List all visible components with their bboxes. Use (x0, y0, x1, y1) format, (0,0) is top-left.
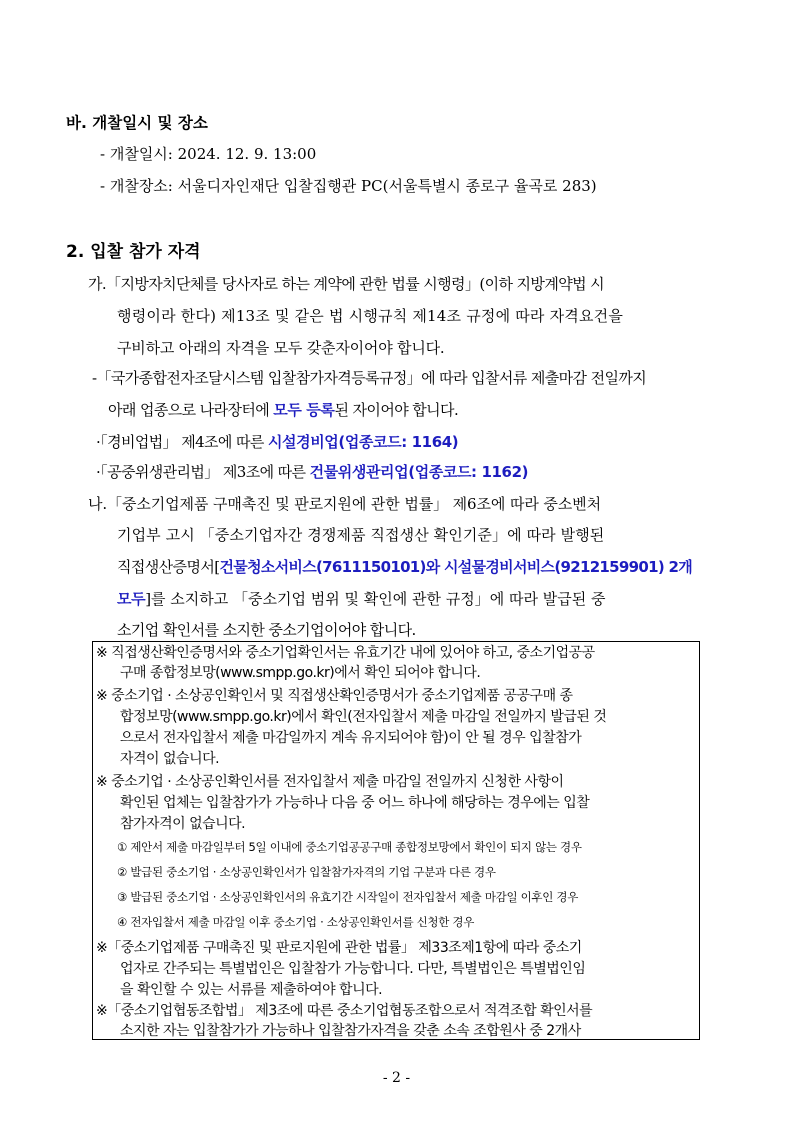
bullet-sanitation-text: ·「공중위생관리법」 제3조에 따른 (96, 463, 310, 481)
page-number: - 2 - (382, 1070, 411, 1086)
note-3-line-1: ※ 중소기업 · 소상공인확인서를 전자입찰서 제출 마감일 전일까지 신청한 사항이 (96, 774, 564, 790)
section-2-heading: 2. 입찰 참가 자격 (66, 242, 201, 262)
sub-item-3: ③ 발급된 중소기업 · 소상공인확인서의 유효기간 시작일이 전자입찰서 제출 마감일 이후인 경우 (117, 890, 579, 904)
note-4-line-2: 업자로 간주되는 특별법인은 입찰참가 가능합니다. 다만, 특별법인은 특별법인임 (120, 961, 586, 977)
note-3-line-3: 참가자격이 없습니다. (120, 816, 246, 832)
opening-date: - 개찰일시: 2024. 12. 9. 13:00 (100, 145, 317, 163)
na-line-4 (117, 589, 605, 609)
facility-security-code: 시설경비업(업종코드: 1164) (267, 433, 459, 451)
sub-item-2: ② 발급된 중소기업 · 소상공인확인서가 입찰참가자격의 기업 구분과 다른 경우 (117, 865, 496, 879)
note-1-line-1: ※ 직접생산확인증명서와 중소기업확인서는 유효기간 내에 있어야 하고, 중소기업공공 (96, 645, 595, 661)
sub-item-1: ① 제안서 제출 마감일부터 5일 이내에 중소기업공공구매 종합정보망에서 확인이 되지 않는 경우 (117, 840, 582, 854)
building-sanitation-code: 건물위생관리업(업종코드: 1162) (309, 463, 529, 481)
note-4-line-1: ※「중소기업제품 구매촉진 및 판로지원에 관한 법률」 제33조제1항에 따라 중소기 (96, 940, 582, 956)
na-line-1: 나.「중소기업제품 구매촉진 및 판로지원에 관한 법률」 제6조에 따라 중소벤처 (88, 495, 601, 513)
na-line-3 (117, 557, 692, 577)
ga-line-3: 구비하고 아래의 자격을 모두 갖춘자이어야 합니다. (117, 339, 445, 357)
bullet-security-text: ·「경비업법」 제4조에 따른 (96, 433, 268, 451)
all-emphasis: 모두 (117, 590, 146, 608)
note-4-line-3: 을 확인할 수 있는 서류를 제출하여야 합니다. (120, 982, 383, 998)
na-line-4-text: ]를 소지하고 「중소기업 범위 및 확인에 관한 규정」에 따라 발급된 중 (145, 590, 606, 608)
opening-place: - 개찰장소: 서울디자인재단 입찰집행관 PC(서울특별시 종로구 율곡로 283) (100, 177, 597, 195)
note-1-line-2: 구매 종합정보망(www.smpp.go.kr)에서 확인 되어야 합니다. (120, 665, 481, 681)
bullet-sanitation (96, 462, 528, 482)
ga-line-2: 행령이라 한다) 제13조 및 같은 법 시행규칙 제14조 규정에 따라 자격요건을 (117, 307, 624, 325)
direct-production-services: 건물청소서비스(7611150101)와 시설물경비서비스(9212159901) 2개 (219, 558, 693, 576)
note-3-line-2: 확인된 업체는 입찰참가가 가능하나 다음 중 어느 하나에 해당하는 경우에는 입찰 (120, 795, 590, 811)
dash-line-1: -「국가종합전자조달시스템 입찰참가자격등록규정」에 따라 입찰서류 제출마감 전일까지 (92, 369, 647, 387)
ga-line-1: 가.「지방자치단체를 당사자로 하는 계약에 관한 법률 시행령」(이하 지방계약법 시 (88, 275, 605, 293)
section-ba-heading: 바. 개찰일시 및 장소 (66, 114, 208, 132)
note-5-line-1: ※「중소기업협동조합법」 제3조에 따른 중소기업협동조합으로서 적격조합 확인서를 (96, 1003, 593, 1019)
na-line-5: 소기업 확인서를 소지한 중소기업이어야 합니다. (117, 621, 416, 639)
bullet-security (96, 432, 458, 452)
notes-box (92, 641, 700, 1040)
note-2-line-2: 합정보망(www.smpp.go.kr)에서 확인(전자입찰서 제출 마감일 전일까지 발급된 것 (120, 709, 607, 725)
na-line-2: 기업부 고시 「중소기업자간 경쟁제품 직접생산 확인기준」에 따라 발행된 (117, 526, 605, 544)
dash-line-2 (108, 400, 458, 420)
note-2-line-3: 으로서 전자입찰서 제출 마감일까지 계속 유지되어야 함)이 안 될 경우 입찰참가 (120, 730, 582, 746)
na-line-3-text: 직접생산증명서[ (117, 558, 220, 576)
note-5-line-2: 소지한 자는 입찰참가가 가능하나 입찰참가자격을 갖춘 소속 조합원사 중 2개사 (120, 1023, 581, 1039)
note-2-line-4: 자격이 없습니다. (120, 751, 220, 767)
dash-line-2-text: 아래 업종으로 나라장터에 (108, 401, 274, 419)
note-2-line-1: ※ 중소기업 · 소상공인확인서 및 직접생산확인증명서가 중소기업제품 공공구매 종 (96, 688, 573, 704)
sub-item-4: ④ 전자입찰서 제출 마감일 이후 중소기업 · 소상공인확인서를 신청한 경우 (117, 915, 475, 929)
dash-line-2-tail: 된 자이어야 합니다. (334, 401, 459, 419)
all-registered-emphasis: 모두 등록 (273, 401, 335, 419)
